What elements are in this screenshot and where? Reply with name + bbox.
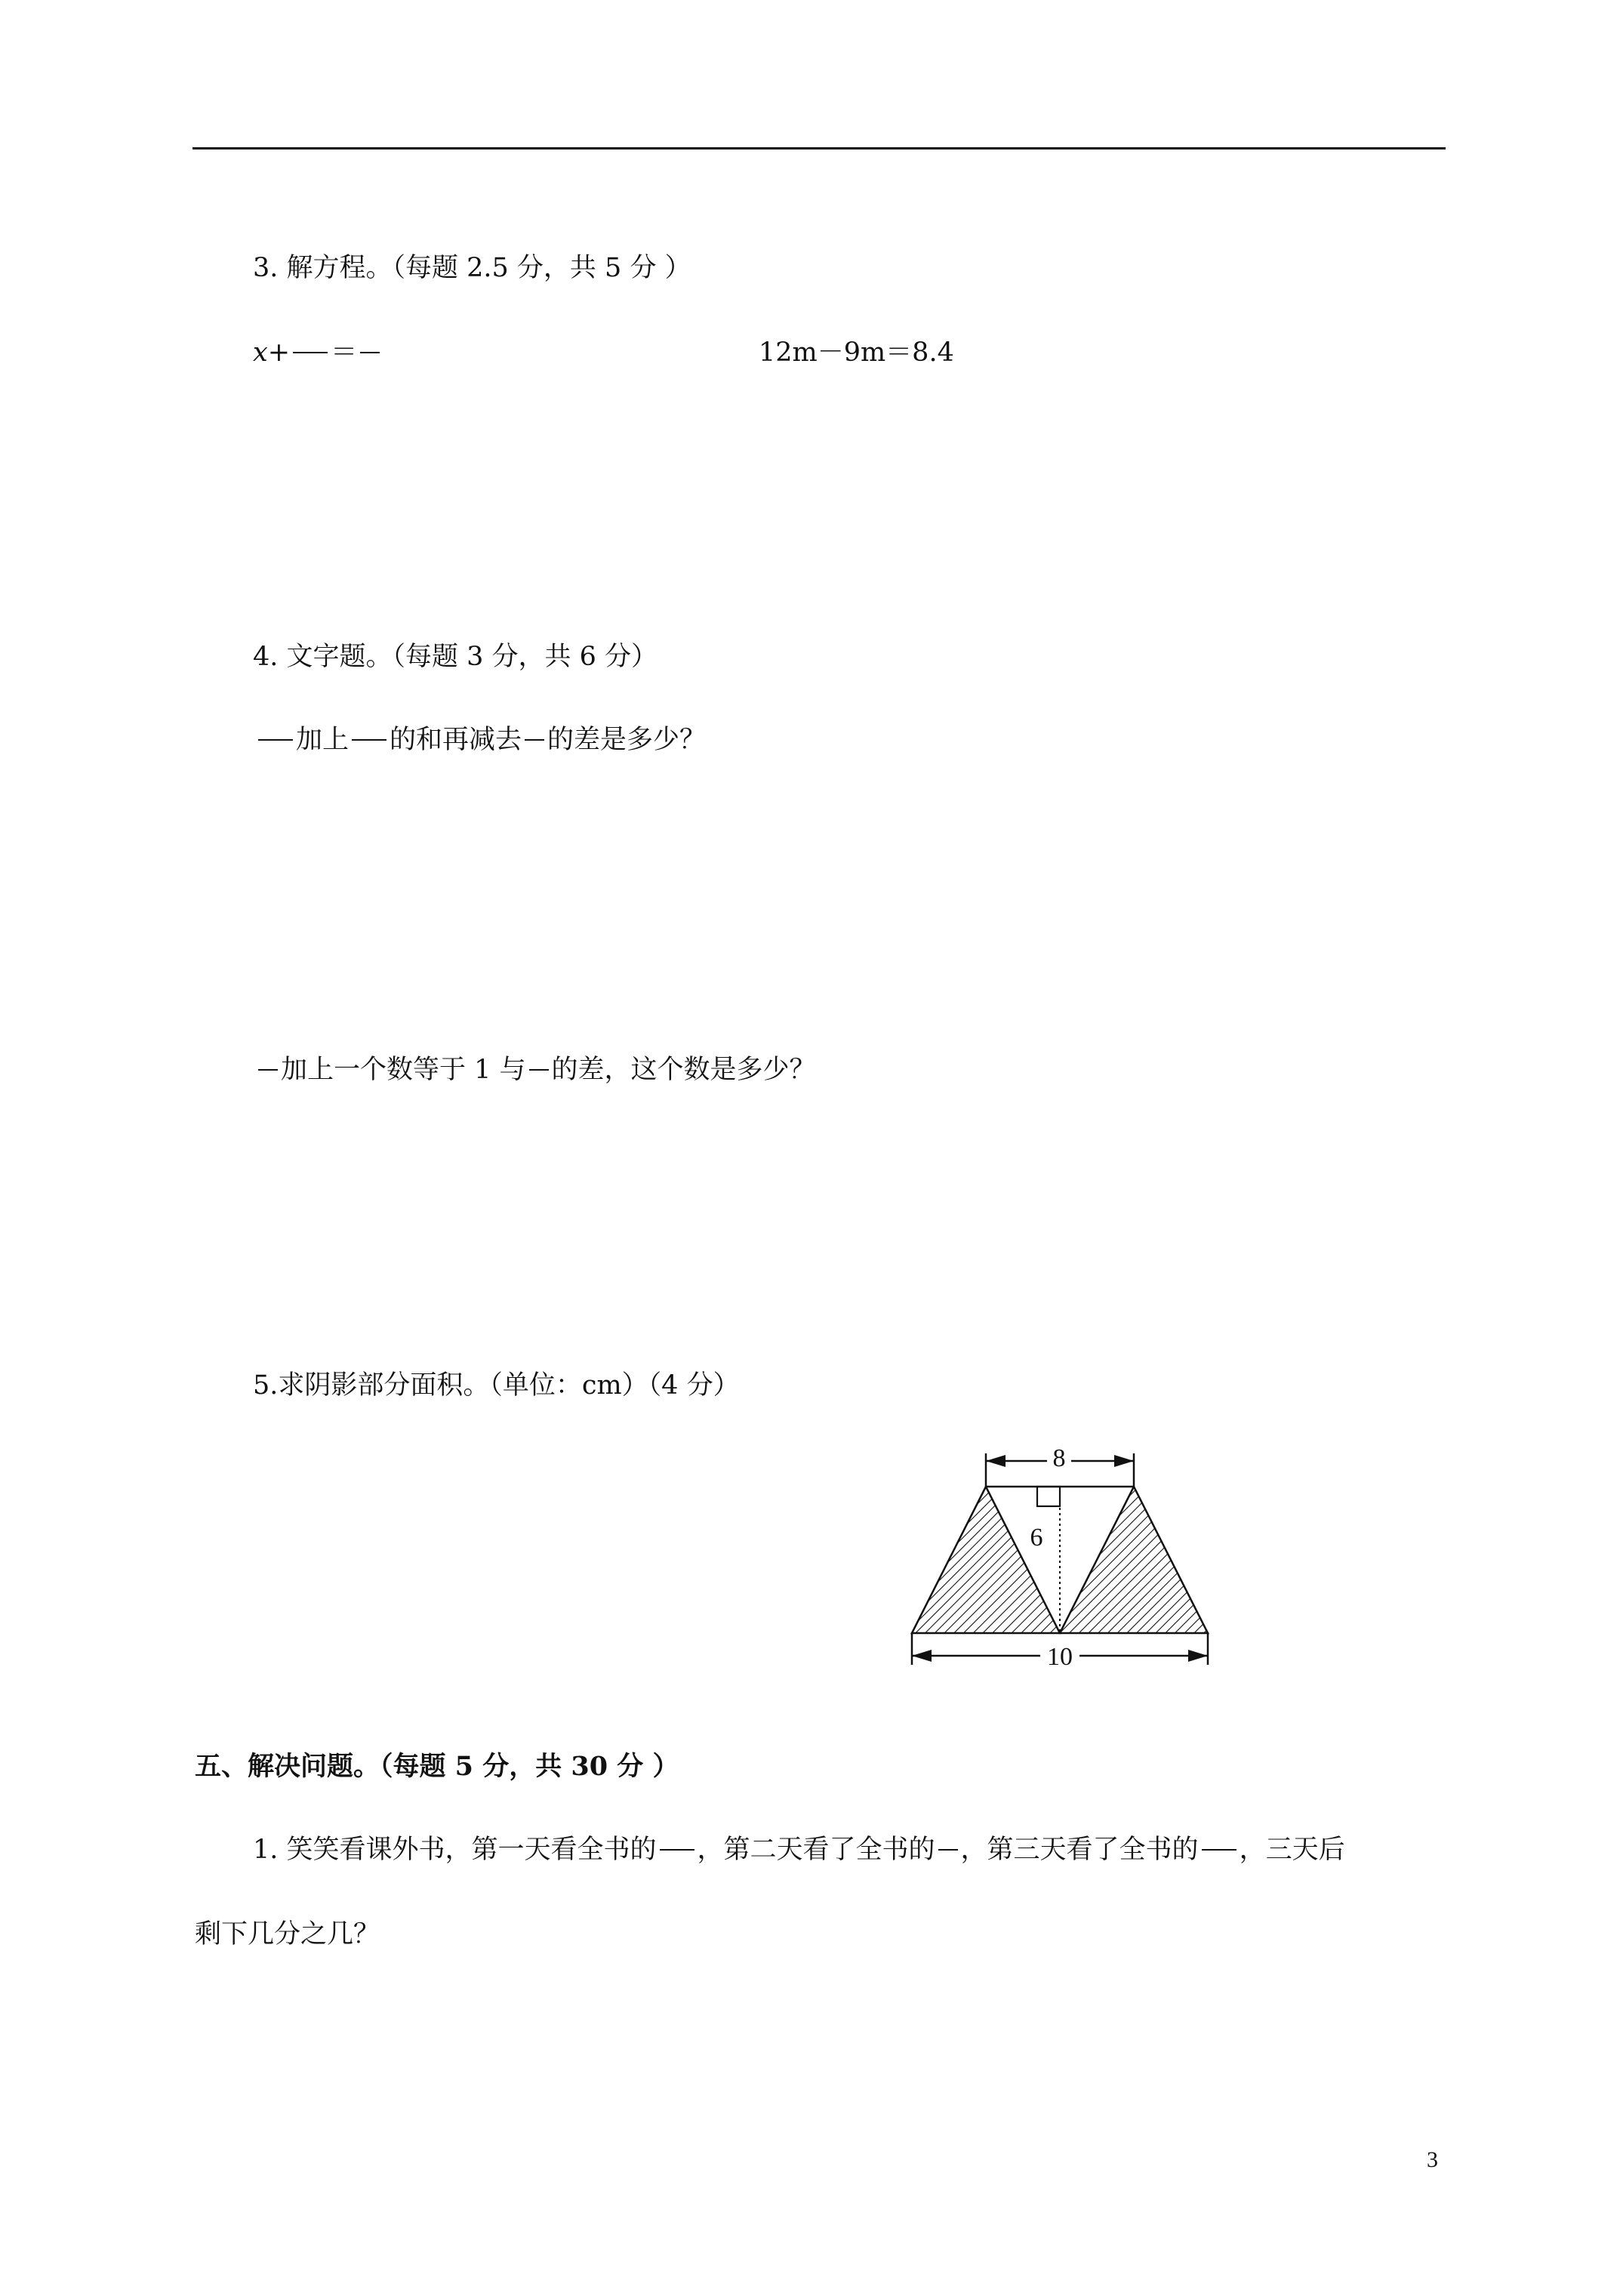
shaded-triangle-right (1060, 1487, 1208, 1633)
q4-item-2 (255, 1053, 816, 1086)
top-arrow-right (1114, 1455, 1134, 1467)
right-angle-marker-icon (1037, 1487, 1060, 1506)
q3-equation-2: 12m－9m＝8.4 (759, 337, 954, 368)
q3-equation-1 (253, 336, 383, 369)
q4-heading: 4. 文字题。（每题 3 分，共 6 分） (253, 642, 658, 672)
q5-heading: 5.求阴影部分面积。（单位：cm）（4 分） (253, 1370, 740, 1401)
page-number: 3 (1427, 2147, 1438, 2172)
q1-fraction-bar-1 (660, 1849, 694, 1851)
item2-fraction-bar-2 (529, 1069, 549, 1071)
section5-q1-line1 (253, 1833, 1345, 1866)
q4-item-1 (255, 723, 706, 757)
bottom-arrow-left (912, 1650, 932, 1662)
q1-fraction-bar-3 (1202, 1849, 1236, 1851)
q1-text-b: ，第二天看了全书的 (697, 1835, 935, 1865)
eq1-variable: x (253, 337, 268, 368)
item1-fraction-bar-3 (525, 739, 544, 741)
item1-text-2: 的和再减去 (390, 725, 522, 755)
item1-text-3: 的差是多少？ (547, 725, 707, 755)
q1-text-a: 1. 笑笑看课外书，第一天看全书的 (253, 1835, 657, 1865)
eq1-plus: + (267, 337, 291, 368)
shaded-area-figure (898, 1438, 1230, 1687)
item1-fraction-bar-1 (258, 739, 293, 741)
header-rule (192, 147, 1446, 149)
bottom-label: 10 (1047, 1643, 1073, 1671)
q1-text-c: ，第三天看了全书的 (960, 1835, 1199, 1865)
item1-fraction-bar-2 (352, 739, 387, 741)
section5-heading: 五、解决问题。（每题 5 分，共 30 分 ） (195, 1751, 679, 1782)
height-label: 6 (1030, 1524, 1043, 1552)
eq1-fraction-bar-right (360, 352, 380, 353)
shaded-triangle-left (912, 1487, 1060, 1633)
item2-text-2: 的差，这个数是多少？ (551, 1055, 816, 1085)
q3-heading: 3. 解方程。（每题 2.5 分，共 5 分 ） (253, 253, 691, 283)
section5-q1-line2: 剩下几分之几？ (195, 1919, 380, 1949)
item2-text-1: 加上一个数等于 1 与 (281, 1055, 526, 1085)
top-label: 8 (1052, 1444, 1066, 1472)
q1-text-d: ，三天后 (1239, 1835, 1345, 1865)
item2-fraction-bar-1 (258, 1069, 278, 1071)
eq1-fraction-bar (293, 352, 328, 353)
top-arrow-left (986, 1455, 1006, 1467)
eq1-equals: ＝ (331, 337, 358, 368)
item1-text-1: 加上 (296, 725, 350, 755)
bottom-arrow-right (1188, 1650, 1208, 1662)
q1-fraction-bar-2 (938, 1849, 958, 1851)
